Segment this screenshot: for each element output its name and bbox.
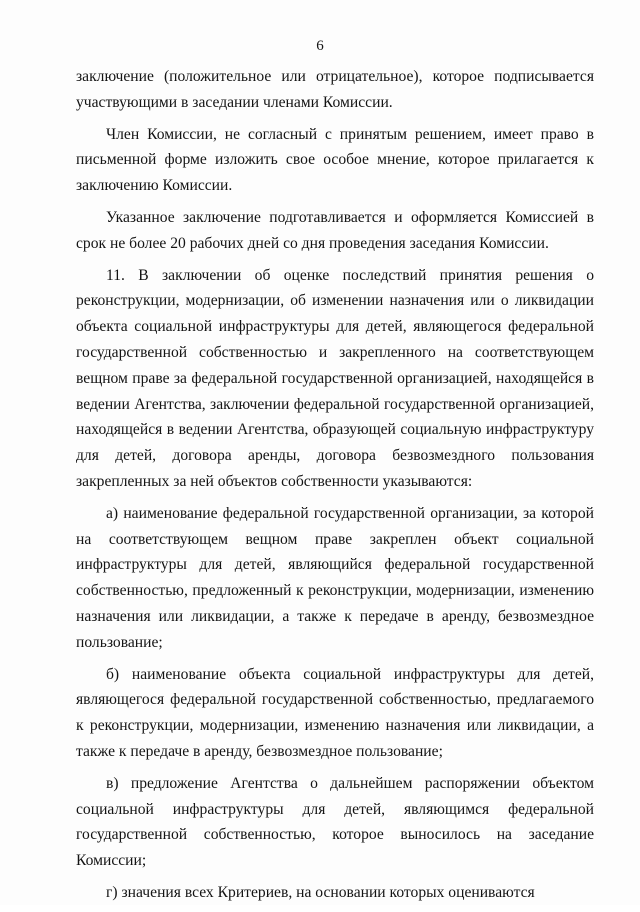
paragraph-clause-11: 11. В заключении об оценке последствий принятия решения о реконструкции, модернизации, об изменении назначения или о ликвидации объекта социальной инфраструктуры для детей, являющегося федеральной государственной собственностью и закрепленного на соответствующем вещном праве за федеральной государственной организацией, находящейся в ведении Агентства, заключении федеральной государственной организацией, находящейся в ведении Агентства, образующей социальную инфраструктуру для детей, договора аренды, договора безвозмездного пользования закрепленных за ней объектов собственности указываются:: [76, 266, 594, 490]
list-item-b: [76, 662, 594, 765]
list-item-v: [76, 771, 594, 874]
list-item-text: предложение Агентства о дальнейшем распоряжении объектом социальной инфраструктуры для детей, являющимся федеральной государственной собственностью, которое выносилось на заседание Комиссии;: [76, 774, 594, 870]
list-item-text: наименование объекта социальной инфраструктуры для детей, являющегося федеральной государственной собственностью, предлагаемого к реконструкции, модернизации, изменению назначения или ликвидации, а также к передаче в аренду, безвозмездное пользование;: [76, 665, 594, 760]
list-item-text: значения всех Критериев, на основании которых оцениваются: [121, 883, 535, 901]
list-marker: а): [106, 504, 119, 522]
list-marker: в): [106, 774, 119, 792]
list-item-text: наименование федеральной государственной организации, за которой на соответствующем вещном праве закреплен объект социальной инфраструктуры для детей, являющийся федеральной государственной собственностью, предложенный к реконструкции, модернизации, изменению назначения или ликвидации, а также к передаче в аренду, безвозмездное пользование;: [76, 504, 594, 651]
list-item-g: [76, 880, 594, 906]
list-item-a: [76, 501, 594, 656]
paragraph-continuation: заключение (положительное или отрицательное), которое подписывается участвующими в заседании членами Комиссии.: [76, 68, 594, 111]
paragraph-deadline: Указанное заключение подготавливается и оформляется Комиссией в срок не более 20 рабочих дней со дня проведения заседания Комиссии.: [76, 208, 594, 252]
list-marker: б): [106, 665, 120, 683]
list-marker: г): [106, 883, 118, 901]
document-body: [76, 64, 594, 912]
paragraph-dissent: Член Комиссии, не согласный с принятым решением, имеет право в письменной форме изложить свое особое мнение, которое прилагается к заключению Комиссии.: [76, 125, 594, 195]
page-number: 6: [316, 38, 324, 54]
